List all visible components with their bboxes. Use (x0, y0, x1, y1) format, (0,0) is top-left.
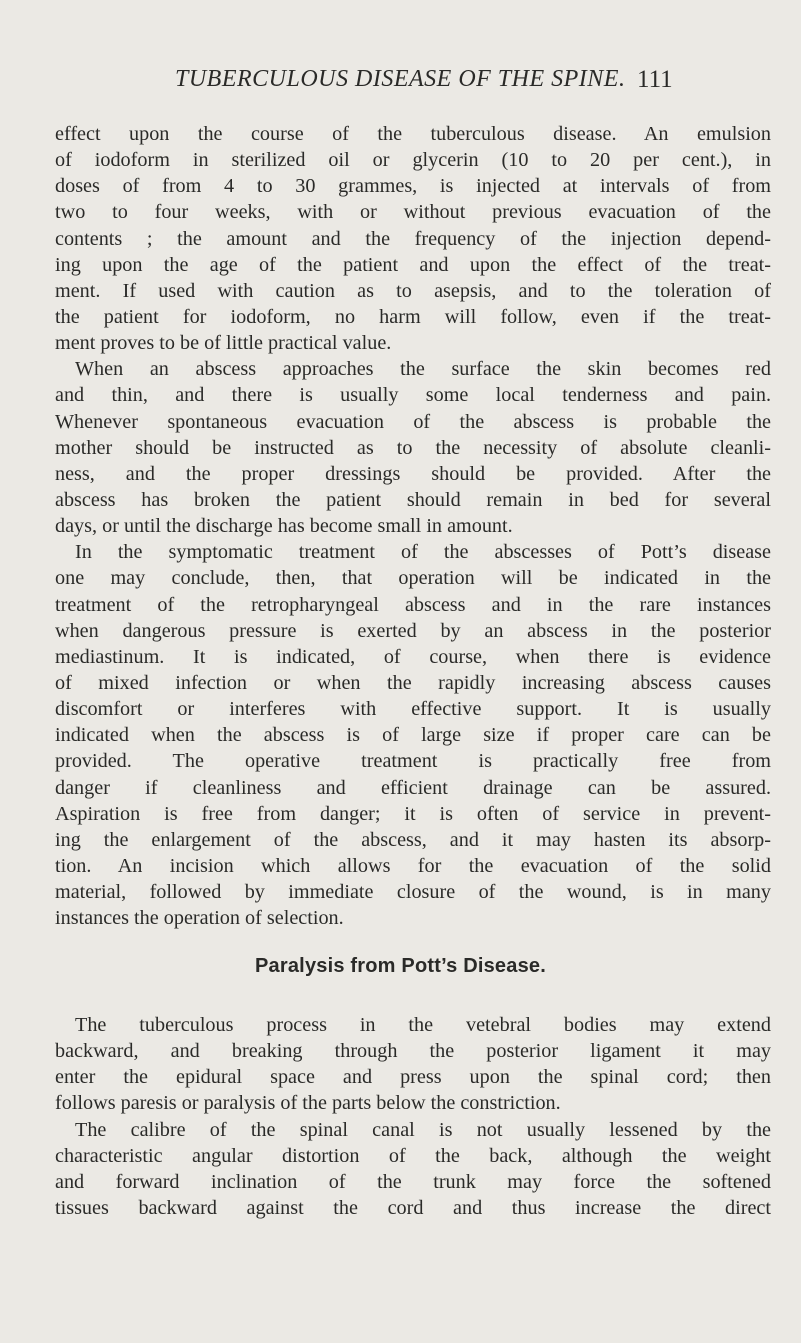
text-line: In the symptomatic treatment of the abscesses of Pott’s disease (75, 541, 771, 564)
text-line: and forward inclination of the trunk may force the softened (55, 1170, 771, 1193)
text-line: days, or until the discharge has become small in amount. (55, 515, 513, 538)
text-line: ment. If used with caution as to asepsis, and to the toleration of (55, 279, 771, 302)
text-line: instances the operation of selection. (55, 907, 344, 930)
text-line: The calibre of the spinal canal is not usually lessened by the (75, 1118, 771, 1141)
text-line: danger if cleanliness and efficient drainage can be assured. (55, 776, 771, 799)
text-line: and thin, and there is usually some local tenderness and pain. (55, 384, 771, 407)
text-line: ment proves to be of little practical value. (55, 332, 392, 355)
text-line: discomfort or interferes with effective support. It is usually (55, 698, 771, 721)
text-line: provided. The operative treatment is practically free from (55, 750, 771, 773)
text-line: Aspiration is free from danger; it is often of service in prevent- (55, 802, 771, 825)
text-line: mediastinum. It is indicated, of course, when there is evidence (55, 645, 771, 668)
text-line: abscess has broken the patient should remain in bed for several (55, 488, 771, 511)
text-line: ing upon the age of the patient and upon the effect of the treat- (55, 253, 771, 276)
text-line: of mixed infection or when the rapidly increasing abscess causes (55, 671, 771, 694)
text-line: effect upon the course of the tuberculous disease. An emulsion (55, 123, 771, 145)
text-line: When an abscess approaches the surface the skin becomes red (75, 358, 771, 381)
text-line: the patient for iodoform, no harm will follow, even if the treat- (55, 305, 771, 328)
text-line: enter the epidural space and press upon the spinal cord; then (55, 1066, 771, 1089)
text-line: one may conclude, then, that operation will be indicated in the (55, 567, 771, 590)
text-line: characteristic angular distortion of the back, although the weight (55, 1144, 771, 1167)
text-line: ness, and the proper dressings should be provided. After the (55, 462, 771, 485)
running-head: TUBERCULOUS DISEASE OF THE SPINE. (175, 66, 626, 92)
text-line: follows paresis or paralysis of the parts below the constriction. (55, 1092, 561, 1115)
text-line: when dangerous pressure is exerted by an abscess in the posterior (55, 619, 771, 642)
body-text-top (55, 121, 771, 931)
text-line: backward, and breaking through the posterior ligament it may (55, 1040, 771, 1063)
text-line: doses of from 4 to 30 grammes, is injected at intervals of from (55, 175, 771, 198)
section-heading: Paralysis from Pott’s Disease. (255, 955, 546, 977)
text-line: The tuberculous process in the vetebral bodies may extend (75, 1014, 771, 1036)
text-line: of iodoform in sterilized oil or glycerin (10 to 20 per cent.), in (55, 149, 771, 172)
page-number: 111 (637, 66, 673, 93)
text-line: contents ; the amount and the frequency of the injection depend- (55, 227, 771, 250)
text-line: mother should be instructed as to the necessity of absolute cleanli- (55, 436, 771, 459)
body-text-bottom (55, 1012, 771, 1221)
text-line: tion. An incision which allows for the evacuation of the solid (55, 854, 771, 877)
text-line: two to four weeks, with or without previous evacuation of the (55, 201, 771, 224)
text-line: indicated when the abscess is of large size if proper care can be (55, 724, 771, 747)
text-line: Whenever spontaneous evacuation of the abscess is probable the (55, 410, 771, 433)
text-line: material, followed by immediate closure of the wound, is in many (55, 881, 771, 904)
text-line: treatment of the retropharyngeal abscess and in the rare instances (55, 593, 771, 616)
text-line: ing the enlargement of the abscess, and it may hasten its absorp- (55, 828, 771, 851)
text-line: tissues backward against the cord and thus increase the direct (55, 1196, 771, 1219)
